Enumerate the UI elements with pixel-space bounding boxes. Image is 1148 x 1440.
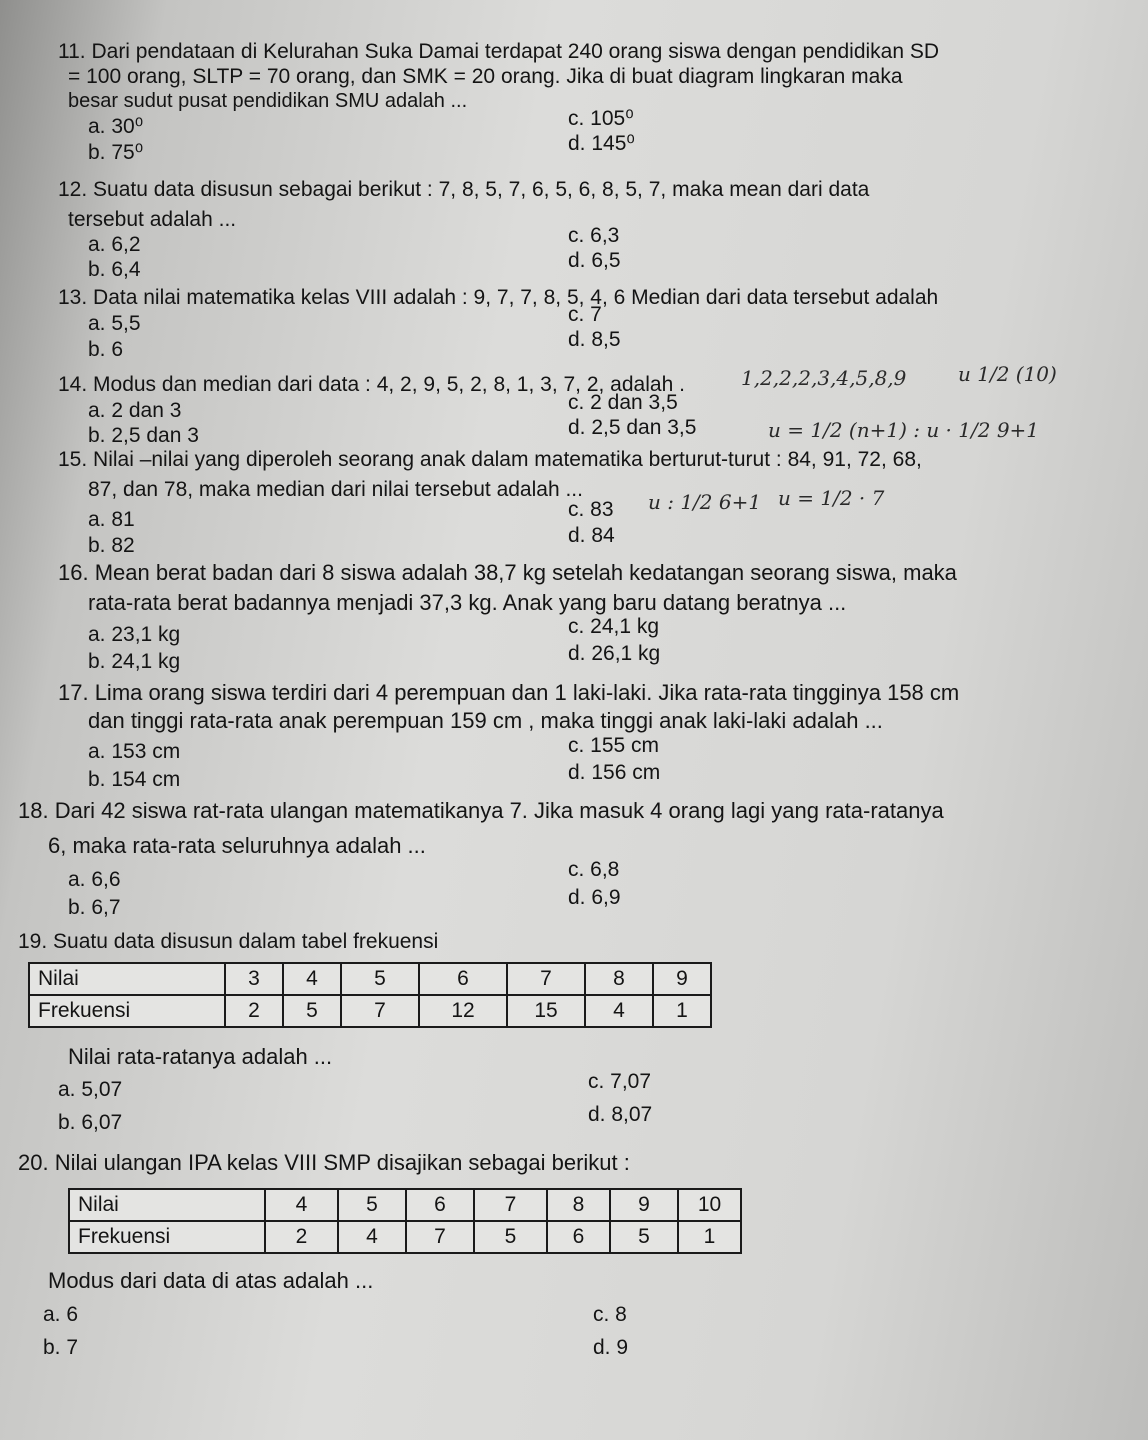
q19-option-d: d. 8,07 (588, 1103, 653, 1126)
table-cell: 1 (678, 1221, 741, 1253)
q16-line2: rata-rata berat badannya menjadi 37,3 kg. Anak yang baru datang beratnya ... (88, 590, 847, 615)
q13-line1: 13. Data nilai matematika kelas VIII adalah : 9, 7, 7, 8, 5, 4, 6 Median dari data tersebut adalah (58, 286, 939, 309)
table-row-frekuensi (29, 995, 711, 1027)
q14-option-a: a. 2 dan 3 (88, 399, 182, 422)
table-cell: 10 (678, 1189, 741, 1221)
q12-option-d: d. 6,5 (568, 249, 621, 272)
q14-handwritten-formula: u = 1/2 (n+1) : u · 1/2 9+1 (768, 418, 1040, 442)
table-cell: 7 (474, 1189, 547, 1221)
table-row-nilai (69, 1189, 741, 1221)
table-header-frekuensi: Frekuensi (29, 995, 225, 1027)
q14-option-d: d. 2,5 dan 3,5 (568, 416, 697, 439)
table-cell: 9 (610, 1189, 678, 1221)
q12-line1: 12. Suatu data disusun sebagai berikut : 7, 8, 5, 7, 6, 5, 6, 8, 5, 7, maka mean dari data (58, 178, 870, 201)
table-cell: 15 (507, 995, 585, 1027)
table-cell: 5 (341, 963, 419, 995)
table-cell: 7 (341, 995, 419, 1027)
q15-option-b: b. 82 (88, 534, 135, 557)
q18-line1: 18. Dari 42 siswa rat-rata ulangan matematikanya 7. Jika masuk 4 orang lagi yang rata-ratanya (18, 798, 944, 823)
q13-option-c: c. 7 (568, 303, 602, 326)
table-header-frekuensi: Frekuensi (69, 1221, 265, 1253)
table-cell: 6 (406, 1189, 474, 1221)
table-row-frekuensi (69, 1221, 741, 1253)
q18-option-c: c. 6,8 (568, 858, 620, 881)
table-cell: 9 (653, 963, 711, 995)
q17-line1: 17. Lima orang siswa terdiri dari 4 perempuan dan 1 laki-laki. Jika rata-rata tingginya 158 cm (58, 680, 960, 705)
q16-option-d: d. 26,1 kg (568, 642, 661, 665)
q11-option-b: b. 75⁰ (88, 141, 144, 164)
q11-line2: = 100 orang, SLTP = 70 orang, dan SMK = 20 orang. Jika di buat diagram lingkaran maka (68, 65, 903, 88)
q15-option-c: c. 83 (568, 498, 614, 521)
table-cell: 2 (225, 995, 283, 1027)
q19-line1: 19. Suatu data disusun dalam tabel frekuensi (18, 930, 439, 953)
q15-line1: 15. Nilai –nilai yang diperoleh seorang anak dalam matematika berturut-turut : 84, 91, 72, 68, (58, 448, 922, 471)
table-cell: 3 (225, 963, 283, 995)
table-cell: 5 (474, 1221, 547, 1253)
table-cell: 4 (283, 963, 341, 995)
q13-option-b: b. 6 (88, 338, 124, 361)
q19-frequency-table (28, 962, 712, 1028)
q20-option-d: d. 9 (593, 1336, 629, 1359)
table-header-nilai: Nilai (69, 1189, 265, 1221)
q12-option-c: c. 6,3 (568, 224, 620, 247)
q15-handwritten-1: u : 1/2 6+1 (648, 490, 762, 514)
q17-option-a: a. 153 cm (88, 740, 181, 763)
q20-option-b: b. 7 (43, 1336, 79, 1359)
q11-line1: 11. Dari pendataan di Kelurahan Suka Damai terdapat 240 orang siswa dengan pendidikan SD (58, 40, 940, 63)
q14-line1: 14. Modus dan median dari data : 4, 2, 9, 5, 2, 8, 1, 3, 7, 2, adalah . (58, 373, 685, 396)
q19-prompt: Nilai rata-ratanya adalah ... (68, 1044, 333, 1069)
q12-option-a: a. 6,2 (88, 233, 141, 256)
table-cell: 4 (265, 1189, 338, 1221)
table-row-nilai (29, 963, 711, 995)
q11-option-a: a. 30⁰ (88, 115, 144, 138)
q12-option-b: b. 6,4 (88, 258, 141, 281)
q20-prompt: Modus dari data di atas adalah ... (48, 1268, 374, 1293)
table-cell: 2 (265, 1221, 338, 1253)
table-cell: 6 (419, 963, 507, 995)
q16-option-c: c. 24,1 kg (568, 615, 660, 638)
q18-option-a: a. 6,6 (68, 868, 121, 891)
q12-line2: tersebut adalah ... (68, 208, 237, 231)
q16-option-a: a. 23,1 kg (88, 623, 181, 646)
q11-line3: besar sudut pusat pendidikan SMU adalah ... (68, 90, 468, 112)
q15-handwritten-2: u = 1/2 · 7 (778, 486, 885, 510)
table-cell: 12 (419, 995, 507, 1027)
q14-option-b: b. 2,5 dan 3 (88, 424, 199, 447)
q20-line1: 20. Nilai ulangan IPA kelas VIII SMP disajikan sebagai berikut : (18, 1150, 630, 1175)
table-cell: 7 (406, 1221, 474, 1253)
q19-option-c: c. 7,07 (588, 1070, 652, 1093)
q14-handwritten-sorted: 1,2,2,2,3,4,5,8,9 (741, 366, 907, 390)
q14-option-c: c. 2 dan 3,5 (568, 391, 678, 414)
table-cell: 5 (283, 995, 341, 1027)
table-cell: 4 (585, 995, 653, 1027)
q15-line2: 87, dan 78, maka median dari nilai tersebut adalah ... (88, 478, 583, 501)
q20-option-c: c. 8 (593, 1303, 627, 1326)
table-cell: 5 (338, 1189, 406, 1221)
q19-option-b: b. 6,07 (58, 1111, 123, 1134)
q11-option-d: d. 145⁰ (568, 132, 635, 155)
table-cell: 8 (547, 1189, 610, 1221)
q13-option-a: a. 5,5 (88, 312, 141, 335)
table-cell: 1 (653, 995, 711, 1027)
q20-frequency-table (68, 1188, 742, 1254)
q20-option-a: a. 6 (43, 1303, 79, 1326)
q17-option-c: c. 155 cm (568, 734, 660, 757)
q18-option-b: b. 6,7 (68, 896, 121, 919)
table-cell: 8 (585, 963, 653, 995)
table-header-nilai: Nilai (29, 963, 225, 995)
q17-option-d: d. 156 cm (568, 761, 661, 784)
q15-option-a: a. 81 (88, 508, 135, 531)
worksheet-page (18, 28, 1128, 1428)
q17-option-b: b. 154 cm (88, 768, 181, 791)
q11-option-c: c. 105⁰ (568, 107, 634, 130)
q17-line2: dan tinggi rata-rata anak perempuan 159 cm , maka tinggi anak laki-laki adalah ... (88, 708, 883, 733)
table-cell: 4 (338, 1221, 406, 1253)
q16-line1: 16. Mean berat badan dari 8 siswa adalah 38,7 kg setelah kedatangan seorang siswa, maka (58, 560, 957, 585)
q18-option-d: d. 6,9 (568, 886, 621, 909)
q16-option-b: b. 24,1 kg (88, 650, 181, 673)
table-cell: 7 (507, 963, 585, 995)
q15-option-d: d. 84 (568, 524, 615, 547)
q19-option-a: a. 5,07 (58, 1078, 123, 1101)
q13-option-d: d. 8,5 (568, 328, 621, 351)
table-cell: 6 (547, 1221, 610, 1253)
q18-line2: 6, maka rata-rata seluruhnya adalah ... (48, 833, 426, 858)
table-cell: 5 (610, 1221, 678, 1253)
q14-handwritten-median: u 1/2 (10) (958, 362, 1057, 386)
